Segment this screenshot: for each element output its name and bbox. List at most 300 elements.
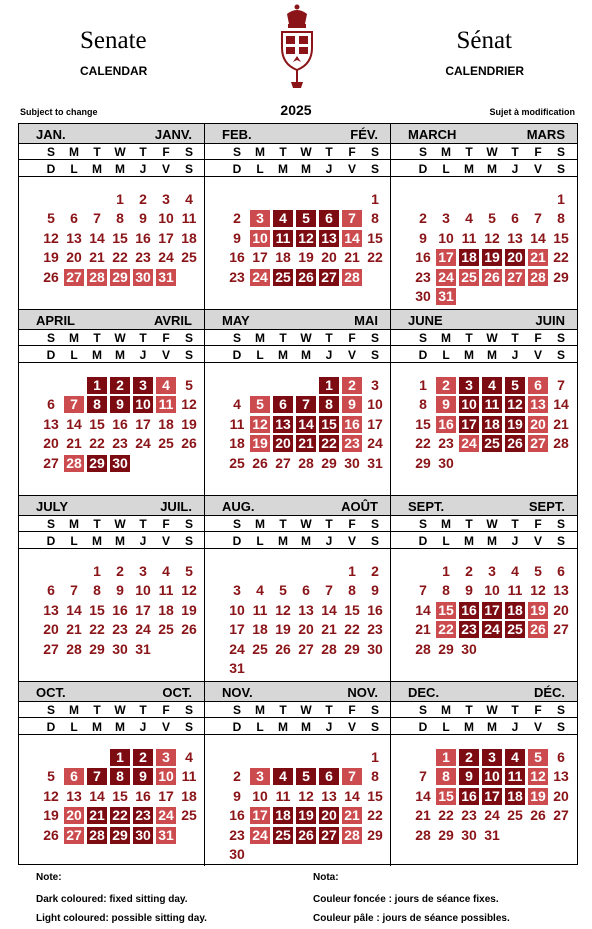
day-cell: 16 <box>342 416 362 433</box>
day-cell: 14 <box>66 416 82 432</box>
day-cell: 20 <box>273 435 293 452</box>
weekday-row-french <box>19 347 204 363</box>
day-cell: 1 <box>371 191 379 207</box>
day-cell: 21 <box>415 621 431 637</box>
day-cell: 1 <box>93 563 101 579</box>
day-cell: 26 <box>530 807 546 823</box>
month-name-english: OCT. <box>36 685 66 700</box>
day-cell: 4 <box>482 377 502 394</box>
day-cell: 23 <box>135 249 151 265</box>
weekday-label: S <box>370 145 379 159</box>
weekday-label: T <box>93 145 101 159</box>
day-cell: 13 <box>321 788 337 804</box>
day-cell: 18 <box>181 230 197 246</box>
weekday-label: T <box>93 517 101 531</box>
weekday-label: S <box>370 703 379 717</box>
weekday-label: M <box>301 534 311 548</box>
day-cell: 21 <box>296 435 316 452</box>
day-cell: 24 <box>484 807 500 823</box>
month-block <box>391 124 577 310</box>
weekday-label: V <box>347 348 356 362</box>
day-cell: 4 <box>505 749 525 766</box>
weekday-label: J <box>325 348 333 362</box>
day-cell: 19 <box>43 807 59 823</box>
day-cell: 22 <box>436 621 456 638</box>
weekday-label: W <box>114 703 126 717</box>
day-cell: 3 <box>442 210 450 226</box>
day-cell: 14 <box>344 788 360 804</box>
day-cell: 17 <box>482 602 502 619</box>
month-header <box>19 124 204 144</box>
day-cell: 25 <box>252 641 268 657</box>
day-cell: 27 <box>275 455 291 471</box>
day-cell: 24 <box>459 435 479 452</box>
weekday-label: M <box>69 145 79 159</box>
weekday-label: T <box>93 703 101 717</box>
subject-to-change-french: Sujet à modification <box>489 107 575 117</box>
month-header <box>205 310 390 330</box>
subject-to-change-english: Subject to change <box>20 107 98 117</box>
day-cell: 30 <box>415 288 431 304</box>
day-cell: 17 <box>135 602 151 618</box>
month-name-english: AUG. <box>222 499 255 514</box>
day-cell: 29 <box>87 455 107 472</box>
month-name-english: NOV. <box>222 685 253 700</box>
day-cell: 28 <box>87 827 107 844</box>
day-cell: 12 <box>275 602 291 618</box>
day-cell: 30 <box>133 269 153 286</box>
title-english: Senate <box>80 27 147 54</box>
day-cell: 2 <box>436 377 456 394</box>
day-cell: 30 <box>461 641 477 657</box>
day-cell: 10 <box>482 768 502 785</box>
day-cell: 18 <box>275 249 291 265</box>
day-cell: 12 <box>530 582 546 598</box>
month-name-english: MAY <box>222 313 250 328</box>
day-cell: 18 <box>273 807 293 824</box>
day-cell: 7 <box>64 396 84 413</box>
day-cell: 19 <box>250 435 270 452</box>
month-block <box>205 124 391 310</box>
day-cell: 23 <box>112 435 128 451</box>
weekday-label: S <box>370 331 379 345</box>
day-cell: 8 <box>442 582 450 598</box>
weekday-label: T <box>325 703 333 717</box>
day-cell: 9 <box>419 230 427 246</box>
day-cell: 7 <box>87 768 107 785</box>
month-block <box>19 496 205 682</box>
weekday-label: D <box>46 534 56 548</box>
day-cell: 16 <box>367 602 383 618</box>
weekday-label: L <box>256 348 264 362</box>
weekday-label: M <box>441 331 451 345</box>
day-cell: 17 <box>482 788 502 805</box>
weekday-label: W <box>300 145 312 159</box>
weekday-label: S <box>184 145 193 159</box>
day-cell: 15 <box>112 788 128 804</box>
day-cell: 1 <box>371 749 379 765</box>
day-cell: 23 <box>415 269 431 285</box>
day-cell: 12 <box>181 396 197 412</box>
day-cell: 5 <box>296 768 316 785</box>
day-cell: 3 <box>488 563 496 579</box>
weekday-label: M <box>301 348 311 362</box>
day-cell: 17 <box>436 249 456 266</box>
day-cell: 30 <box>229 846 245 862</box>
weekday-label: J <box>139 348 147 362</box>
weekday-label: T <box>465 517 473 531</box>
day-cell: 21 <box>321 621 337 637</box>
day-cell: 12 <box>528 768 548 785</box>
day-cell: 17 <box>229 621 245 637</box>
day-cell: 29 <box>344 641 360 657</box>
day-cell: 12 <box>250 416 270 433</box>
day-cell: 27 <box>528 435 548 452</box>
day-cell: 11 <box>156 396 176 413</box>
day-cell: 14 <box>66 602 82 618</box>
weekday-row-english <box>205 702 390 718</box>
month-header <box>391 682 577 702</box>
month-block <box>19 310 205 496</box>
weekday-row-french <box>205 161 390 177</box>
day-cell: 23 <box>133 807 153 824</box>
day-cell: 20 <box>319 807 339 824</box>
weekday-label: T <box>279 145 287 159</box>
day-cell: 12 <box>43 230 59 246</box>
day-cell: 10 <box>229 602 245 618</box>
weekday-row-english <box>19 144 204 160</box>
day-cell: 16 <box>436 416 456 433</box>
day-cell: 13 <box>528 396 548 413</box>
day-cell: 5 <box>47 210 55 226</box>
day-cell: 23 <box>438 435 454 451</box>
day-cell: 25 <box>229 455 245 471</box>
month-name-french: NOV. <box>347 685 378 700</box>
day-cell: 21 <box>66 621 82 637</box>
day-cell: 7 <box>325 582 333 598</box>
weekday-row-french <box>205 719 390 735</box>
month-name-french: JUIL. <box>160 499 192 514</box>
weekday-label: W <box>300 517 312 531</box>
day-cell: 27 <box>64 269 84 286</box>
day-cell: 24 <box>482 621 502 638</box>
day-cell: 26 <box>296 269 316 286</box>
day-cell: 11 <box>229 416 245 432</box>
weekday-label: D <box>232 720 242 734</box>
day-cell: 19 <box>298 249 314 265</box>
day-cell: 15 <box>415 416 431 432</box>
weekday-label: F <box>162 703 170 717</box>
day-cell: 23 <box>459 621 479 638</box>
weekday-label: M <box>441 145 451 159</box>
weekday-label: F <box>534 145 542 159</box>
weekday-label: J <box>325 720 333 734</box>
month-block <box>391 496 577 682</box>
day-cell: 7 <box>342 210 362 227</box>
weekday-label: S <box>556 145 565 159</box>
weekday-label: M <box>92 348 102 362</box>
day-cell: 6 <box>511 210 519 226</box>
weekday-label: M <box>115 162 125 176</box>
weekday-label: D <box>46 348 56 362</box>
weekday-label: S <box>370 348 379 362</box>
weekday-label: M <box>92 534 102 548</box>
day-cell: 26 <box>275 641 291 657</box>
day-cell: 22 <box>89 621 105 637</box>
weekday-label: M <box>115 348 125 362</box>
day-cell: 25 <box>181 807 197 823</box>
weekday-label: F <box>162 145 170 159</box>
day-cell: 18 <box>181 788 197 804</box>
weekday-label: S <box>418 703 427 717</box>
day-cell: 25 <box>181 249 197 265</box>
day-cell: 29 <box>367 827 383 843</box>
day-cell: 14 <box>530 230 546 246</box>
weekday-label: F <box>534 517 542 531</box>
weekday-label: J <box>511 162 519 176</box>
day-cell: 5 <box>279 582 287 598</box>
day-cell: 8 <box>87 396 107 413</box>
day-cell: 14 <box>321 602 337 618</box>
day-cell: 10 <box>459 396 479 413</box>
day-cell: 8 <box>110 768 130 785</box>
months-grid <box>18 123 578 865</box>
month-name-french: JANV. <box>154 127 192 142</box>
day-cell: 10 <box>158 210 174 226</box>
weekday-label: S <box>184 517 193 531</box>
day-cell: 7 <box>296 396 316 413</box>
month-block <box>391 310 577 496</box>
weekday-label: F <box>348 145 356 159</box>
day-cell: 18 <box>158 602 174 618</box>
day-cell: 21 <box>528 249 548 266</box>
day-cell: 13 <box>273 416 293 433</box>
day-cell: 19 <box>528 602 548 619</box>
day-cell: 17 <box>250 807 270 824</box>
weekday-label: T <box>325 145 333 159</box>
month-name-english: JUNE <box>408 313 443 328</box>
day-cell: 19 <box>181 416 197 432</box>
weekday-label: L <box>70 534 78 548</box>
day-cell: 27 <box>505 269 525 286</box>
month-block <box>205 310 391 496</box>
weekday-label: T <box>139 517 147 531</box>
weekday-label: S <box>556 348 565 362</box>
day-cell: 15 <box>553 230 569 246</box>
weekday-label: M <box>487 348 497 362</box>
day-cell: 4 <box>162 563 170 579</box>
weekday-row-english <box>205 516 390 532</box>
day-cell: 5 <box>488 210 496 226</box>
weekday-label: T <box>465 703 473 717</box>
day-cell: 7 <box>419 582 427 598</box>
day-cell: 1 <box>436 749 456 766</box>
day-cell: 3 <box>482 749 502 766</box>
day-cell: 19 <box>43 249 59 265</box>
day-cell: 15 <box>436 788 456 805</box>
day-cell: 10 <box>156 768 176 785</box>
day-cell: 10 <box>135 582 151 598</box>
weekday-label: S <box>370 162 379 176</box>
day-cell: 24 <box>436 269 456 286</box>
day-cell: 30 <box>112 641 128 657</box>
day-cell: 11 <box>505 768 525 785</box>
weekday-label: S <box>46 703 55 717</box>
day-cell: 16 <box>415 249 431 265</box>
day-cell: 24 <box>250 269 270 286</box>
day-cell: 11 <box>273 230 293 247</box>
day-cell: 14 <box>415 788 431 804</box>
day-cell: 12 <box>505 396 525 413</box>
day-cell: 15 <box>367 788 383 804</box>
day-cell: 8 <box>419 396 427 412</box>
month-header <box>205 496 390 516</box>
day-cell: 24 <box>250 827 270 844</box>
day-cell: 30 <box>367 641 383 657</box>
day-cell: 26 <box>43 269 59 285</box>
day-cell: 4 <box>185 749 193 765</box>
day-cell: 30 <box>110 455 130 472</box>
month-header <box>19 682 204 702</box>
day-cell: 11 <box>181 210 197 226</box>
weekday-label: T <box>139 331 147 345</box>
weekday-label: S <box>556 720 565 734</box>
day-cell: 18 <box>158 416 174 432</box>
day-cell: 11 <box>252 602 268 618</box>
day-cell: 18 <box>252 621 268 637</box>
day-cell: 3 <box>233 582 241 598</box>
weekday-label: T <box>511 517 519 531</box>
legend-fixed-english: Dark coloured: fixed sitting day. <box>36 894 188 905</box>
day-cell: 4 <box>273 210 293 227</box>
day-cell: 17 <box>367 416 383 432</box>
day-cell: 13 <box>553 768 569 784</box>
day-cell: 24 <box>135 435 151 451</box>
weekday-label: T <box>325 517 333 531</box>
weekday-label: D <box>46 720 56 734</box>
senate-crest-icon <box>279 4 315 90</box>
weekday-label: D <box>418 162 428 176</box>
weekday-label: M <box>92 720 102 734</box>
weekday-label: F <box>348 517 356 531</box>
weekday-label: S <box>556 517 565 531</box>
day-cell: 6 <box>319 210 339 227</box>
day-cell: 25 <box>505 621 525 638</box>
weekday-row-french <box>205 347 390 363</box>
day-cell: 28 <box>342 269 362 286</box>
day-cell: 25 <box>158 621 174 637</box>
weekday-label: L <box>70 720 78 734</box>
day-cell: 7 <box>70 582 78 598</box>
weekday-label: S <box>556 162 565 176</box>
day-cell: 28 <box>342 827 362 844</box>
day-cell: 6 <box>319 768 339 785</box>
day-cell: 3 <box>250 768 270 785</box>
weekday-label: S <box>232 145 241 159</box>
month-name-french: AOÛT <box>341 499 378 514</box>
day-cell: 13 <box>66 230 82 246</box>
day-cell: 26 <box>252 455 268 471</box>
day-cell: 9 <box>459 768 479 785</box>
weekday-label: S <box>184 331 193 345</box>
weekday-label: M <box>278 348 288 362</box>
month-name-english: SEPT. <box>408 499 445 514</box>
subtitle-french: CALENDRIER <box>445 64 524 78</box>
weekday-label: L <box>256 720 264 734</box>
day-cell: 1 <box>110 749 130 766</box>
weekday-label: D <box>418 534 428 548</box>
day-cell: 1 <box>442 563 450 579</box>
weekday-row-english <box>391 516 577 532</box>
day-cell: 2 <box>233 210 241 226</box>
weekday-label: T <box>465 145 473 159</box>
month-header <box>19 496 204 516</box>
day-cell: 22 <box>367 249 383 265</box>
day-cell: 14 <box>89 230 105 246</box>
day-cell: 11 <box>275 788 291 804</box>
day-cell: 23 <box>367 621 383 637</box>
weekday-label: S <box>556 703 565 717</box>
weekday-row-french <box>391 719 577 735</box>
day-cell: 28 <box>87 269 107 286</box>
weekday-label: V <box>161 720 170 734</box>
day-cell: 8 <box>436 768 456 785</box>
weekday-label: T <box>511 703 519 717</box>
day-cell: 10 <box>484 582 500 598</box>
day-cell: 6 <box>64 768 84 785</box>
day-cell: 6 <box>273 396 293 413</box>
weekday-label: T <box>279 331 287 345</box>
day-cell: 2 <box>133 749 153 766</box>
weekday-label: S <box>370 517 379 531</box>
weekday-label: M <box>464 534 474 548</box>
weekday-label: F <box>162 517 170 531</box>
day-cell: 26 <box>482 269 502 286</box>
weekday-label: L <box>442 348 450 362</box>
day-cell: 2 <box>465 563 473 579</box>
day-cell: 9 <box>371 582 379 598</box>
weekday-row-english <box>205 330 390 346</box>
day-cell: 25 <box>273 827 293 844</box>
day-cell: 4 <box>233 396 241 412</box>
day-cell: 2 <box>419 210 427 226</box>
day-cell: 31 <box>156 269 176 286</box>
day-cell: 8 <box>116 210 124 226</box>
day-cell: 18 <box>505 788 525 805</box>
weekday-label: M <box>301 162 311 176</box>
day-cell: 4 <box>256 582 264 598</box>
weekday-label: M <box>464 720 474 734</box>
weekday-label: T <box>279 703 287 717</box>
day-cell: 25 <box>158 435 174 451</box>
weekday-label: W <box>114 331 126 345</box>
day-cell: 31 <box>135 641 151 657</box>
month-name-french: FÉV. <box>350 127 378 142</box>
weekday-label: W <box>300 703 312 717</box>
day-cell: 23 <box>112 621 128 637</box>
day-cell: 22 <box>367 807 383 823</box>
weekday-label: F <box>162 331 170 345</box>
day-cell: 9 <box>139 210 147 226</box>
weekday-label: S <box>46 517 55 531</box>
day-cell: 20 <box>528 416 548 433</box>
weekday-row-english <box>205 144 390 160</box>
weekday-label: D <box>418 348 428 362</box>
day-cell: 16 <box>112 416 128 432</box>
day-cell: 27 <box>319 269 339 286</box>
day-cell: 15 <box>89 416 105 432</box>
month-block <box>205 496 391 682</box>
